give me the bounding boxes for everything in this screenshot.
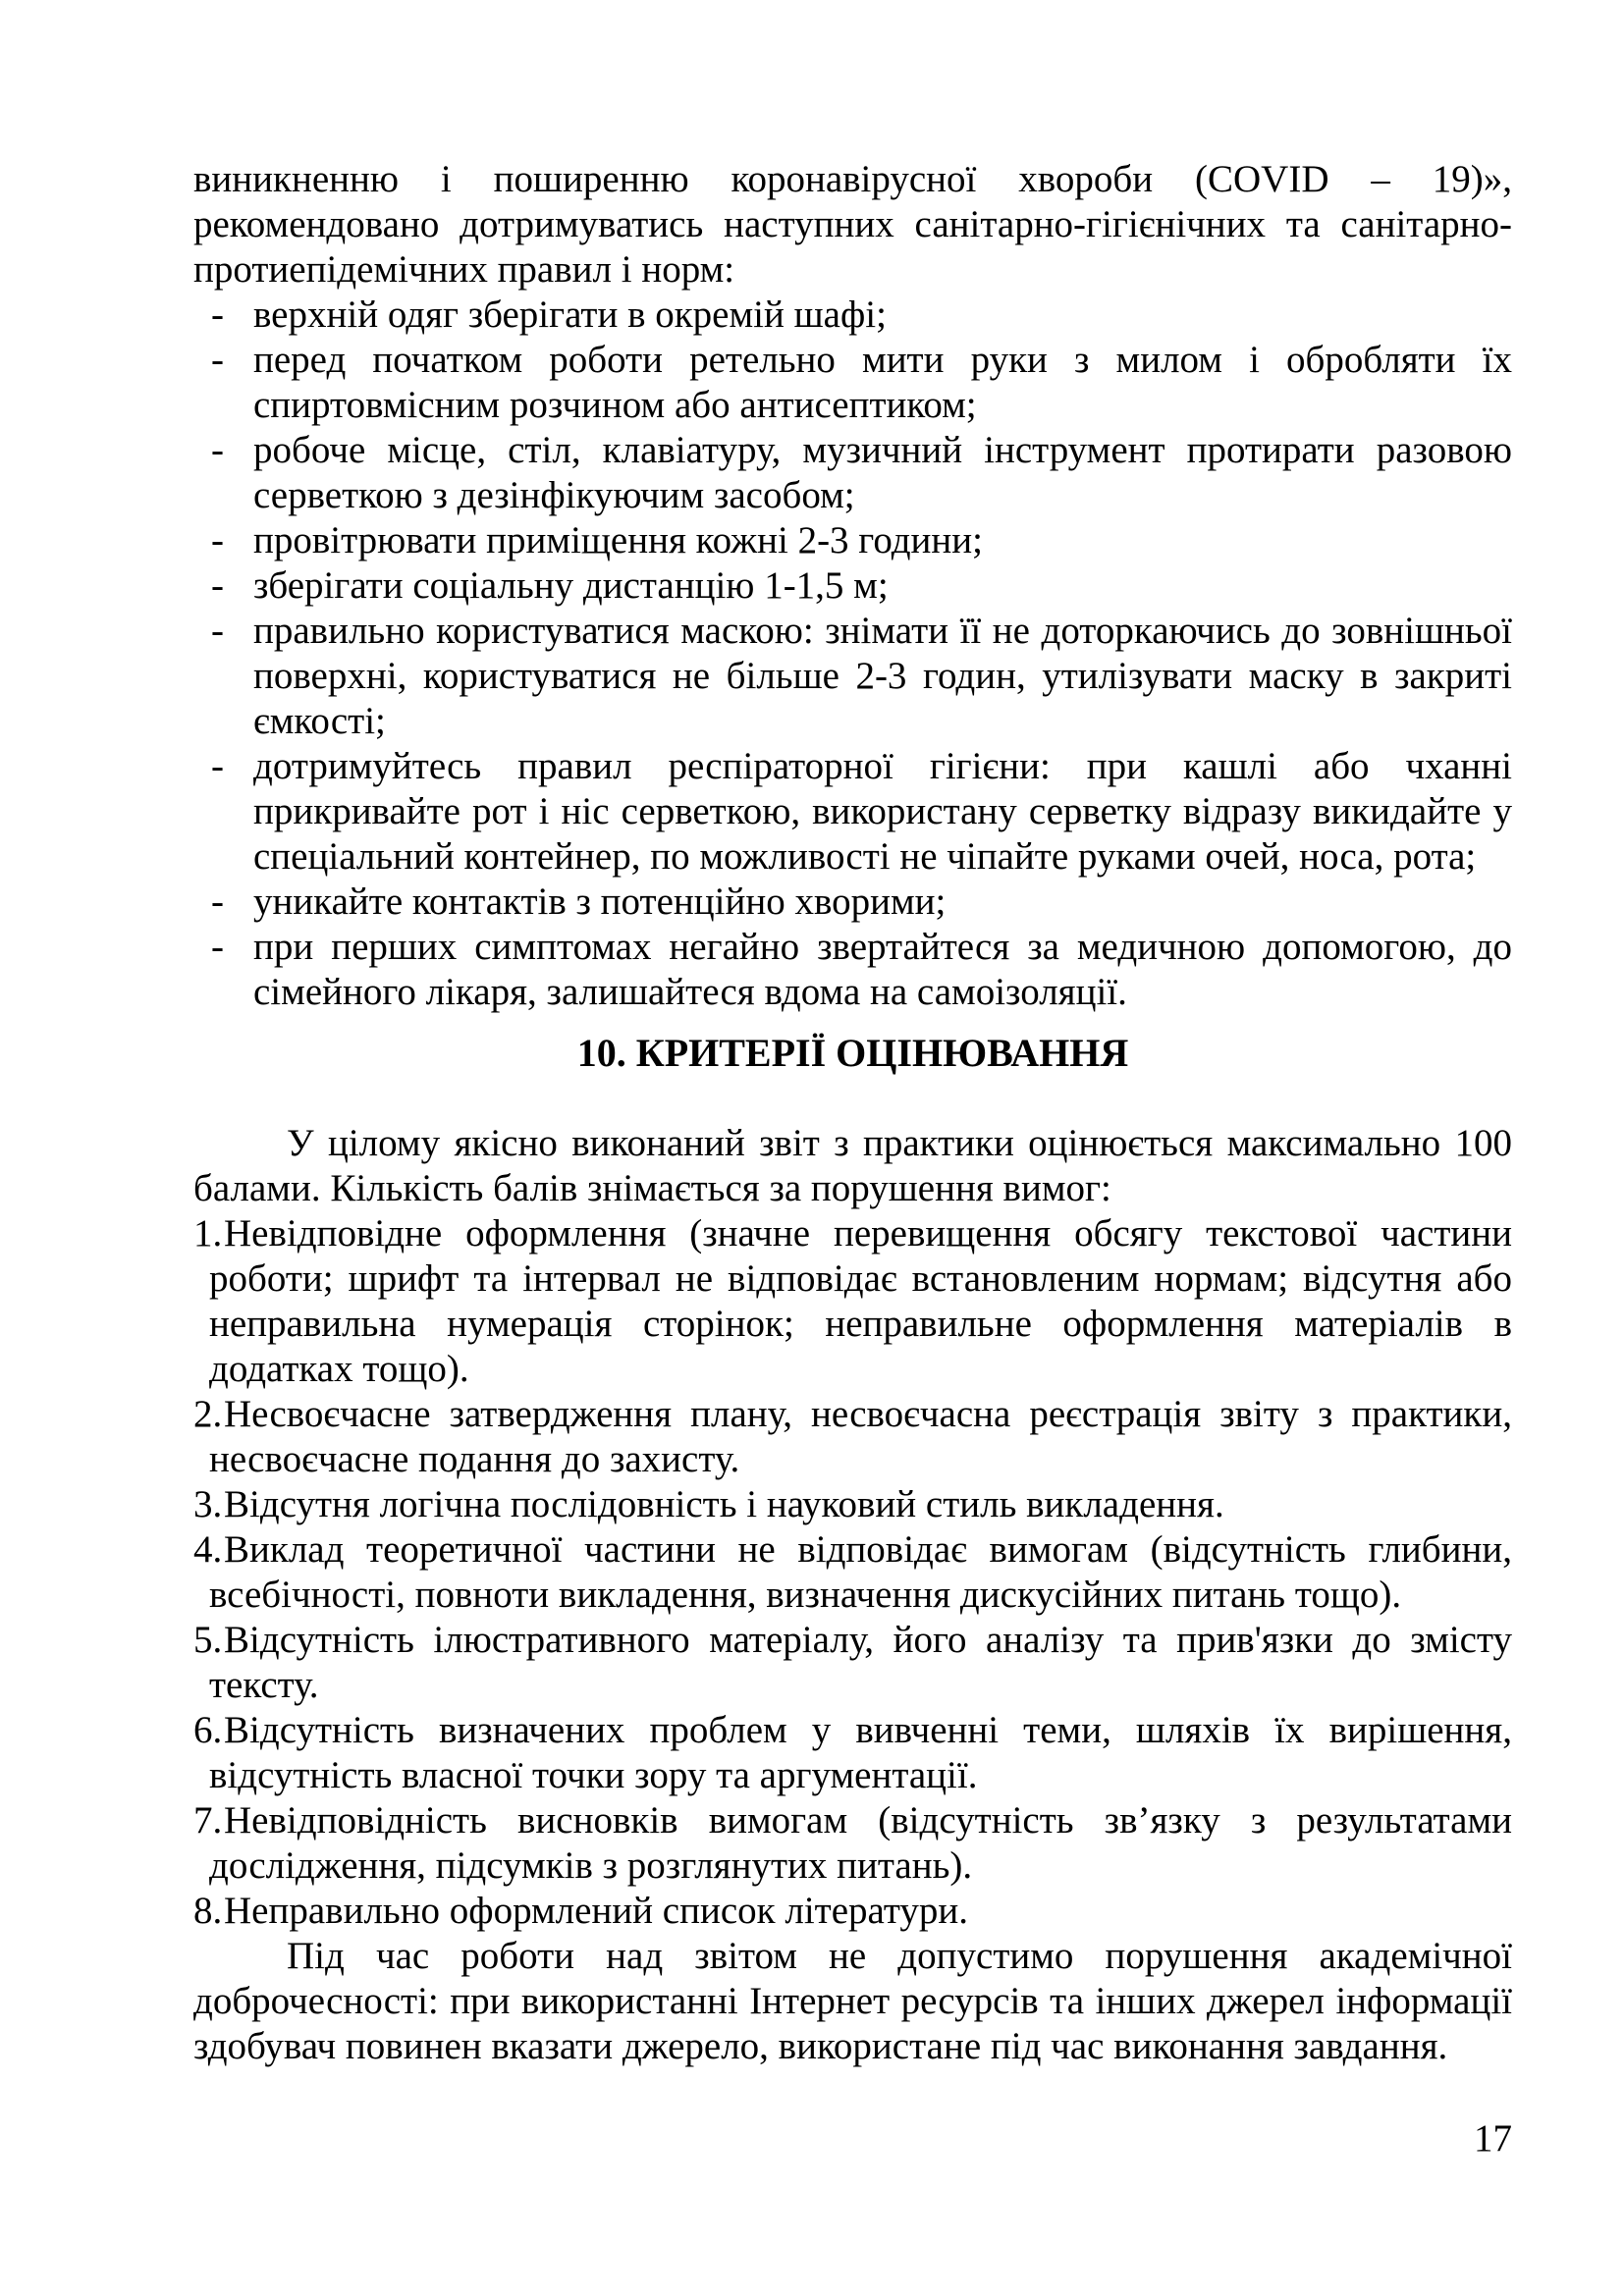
numbered-item: [193, 1527, 1512, 1618]
list-item-text: провітрювати приміщення кожні 2-3 години;: [253, 519, 983, 561]
numbered-item: [193, 1392, 1512, 1482]
page-number: 17: [1474, 2117, 1512, 2160]
item-text: Несвоєчасне затвердження плану, несвоєчасна реєстрація звіту з практики, несвоєчасне подання до захисту.: [209, 1393, 1512, 1480]
numbered-item: [193, 1482, 1512, 1527]
list-item-text: дотримуйтесь правил респіраторної гігієни: при кашлі або чханні прикривайте рот і ніс серветкою, використану серветку відразу викидайте у спеціальний контейнер, по можливості не чіпайте руками очей, носа, рота;: [253, 745, 1512, 878]
numbered-item: [193, 1211, 1512, 1392]
dash-marker: -: [211, 339, 224, 381]
list-item: [193, 925, 1512, 1015]
dash-marker: -: [211, 429, 224, 471]
item-number: 3.: [193, 1483, 223, 1525]
list-item: [193, 880, 1512, 925]
dash-marker: -: [211, 564, 224, 607]
item-number: 1.: [193, 1212, 223, 1255]
item-number: 2.: [193, 1393, 223, 1435]
list-item: [193, 293, 1512, 338]
dash-marker: -: [211, 294, 224, 336]
list-item-text: зберігати соціальну дистанцію 1-1,5 м;: [253, 564, 889, 607]
item-text: Невідповідність висновків вимогам (відсутність зв’язку з результатами дослідження, підсумків з розглянутих питань).: [209, 1799, 1512, 1887]
list-item-text: робоче місце, стіл, клавіатуру, музичний інструмент протирати разовою серветкою з дезінфікуючим засобом;: [253, 429, 1512, 516]
numbered-item: [193, 1618, 1512, 1708]
dash-marker: -: [211, 610, 224, 652]
list-item: [193, 744, 1512, 880]
violations-list: [193, 1211, 1512, 1934]
item-number: 6.: [193, 1709, 223, 1751]
item-text: Невідповідне оформлення (значне перевищення обсягу текстової частини роботи; шрифт та інтервал не відповідає встановленим нормам; відсутня або неправильна нумерація сторінок; неправильне оформлення матеріалів в додатках тощо).: [209, 1212, 1512, 1390]
item-number: 8.: [193, 1890, 223, 1932]
item-text: Відсутність ілюстративного матеріалу, його аналізу та прив'язки до змісту тексту.: [209, 1619, 1512, 1706]
dash-marker: -: [211, 519, 224, 561]
sanitary-rules-list: [193, 293, 1512, 1015]
list-item: [193, 609, 1512, 744]
closing-paragraph: Під час роботи над звітом не допустимо порушення академічної доброчесності: при використанні Інтернет ресурсів та інших джерел інформації здобувач повинен вказати джерело, використане під час виконання завдання.: [193, 1935, 1512, 2067]
section-heading: 10. КРИТЕРІЇ ОЦІНЮВАННЯ: [576, 1031, 1129, 1075]
list-item-text: верхній одяг зберігати в окремій шафі;: [253, 294, 887, 336]
list-item: [193, 518, 1512, 563]
item-text: Відсутність визначених проблем у вивченні теми, шляхів їх вирішення, відсутність власної точки зору та аргументації.: [209, 1709, 1512, 1796]
item-number: 7.: [193, 1799, 223, 1842]
item-text: Виклад теоретичної частини не відповідає вимогам (відсутність глибини, всебічності, повноти викладення, визначення дискусійних питань тощо).: [209, 1528, 1512, 1616]
item-number: 4.: [193, 1528, 223, 1571]
lead-paragraph: У цілому якісно виконаний звіт з практики оцінюється максимально 100 балами. Кількість балів знімається за порушення вимог:: [193, 1122, 1512, 1209]
list-item-text: при перших симптомах негайно звертайтеся за медичною допомогою, до сімейного лікаря, залишайтеся вдома на самоізоляції.: [253, 926, 1512, 1013]
list-item-text: правильно користуватися маскою: знімати її не доторкаючись до зовнішньої поверхні, користуватися не більше 2-3 годин, утилізувати маску в закриті ємкості;: [253, 610, 1512, 742]
dash-marker: -: [211, 881, 224, 923]
list-item: [193, 338, 1512, 428]
list-item-text: перед початком роботи ретельно мити руки з милом і обробляти їх спиртовмісним розчином або антисептиком;: [253, 339, 1512, 426]
numbered-item: [193, 1889, 1512, 1934]
list-item-text: уникайте контактів з потенційно хворими;: [253, 881, 947, 923]
dash-marker: -: [211, 926, 224, 968]
intro-paragraph: виникненню і поширенню коронавірусної хвороби (COVID – 19)», рекомендовано дотримуватись наступних санітарно-гігієнічних та санітарно-протиепідемічних правил і норм:: [193, 158, 1512, 291]
list-item: [193, 563, 1512, 609]
numbered-item: [193, 1798, 1512, 1889]
item-text: Відсутня логічна послідовність і науковий стиль викладення.: [224, 1483, 1224, 1525]
item-number: 5.: [193, 1619, 223, 1661]
list-item: [193, 428, 1512, 518]
item-text: Неправильно оформлений список літератури.: [224, 1890, 968, 1932]
dash-marker: -: [211, 745, 224, 787]
numbered-item: [193, 1708, 1512, 1798]
